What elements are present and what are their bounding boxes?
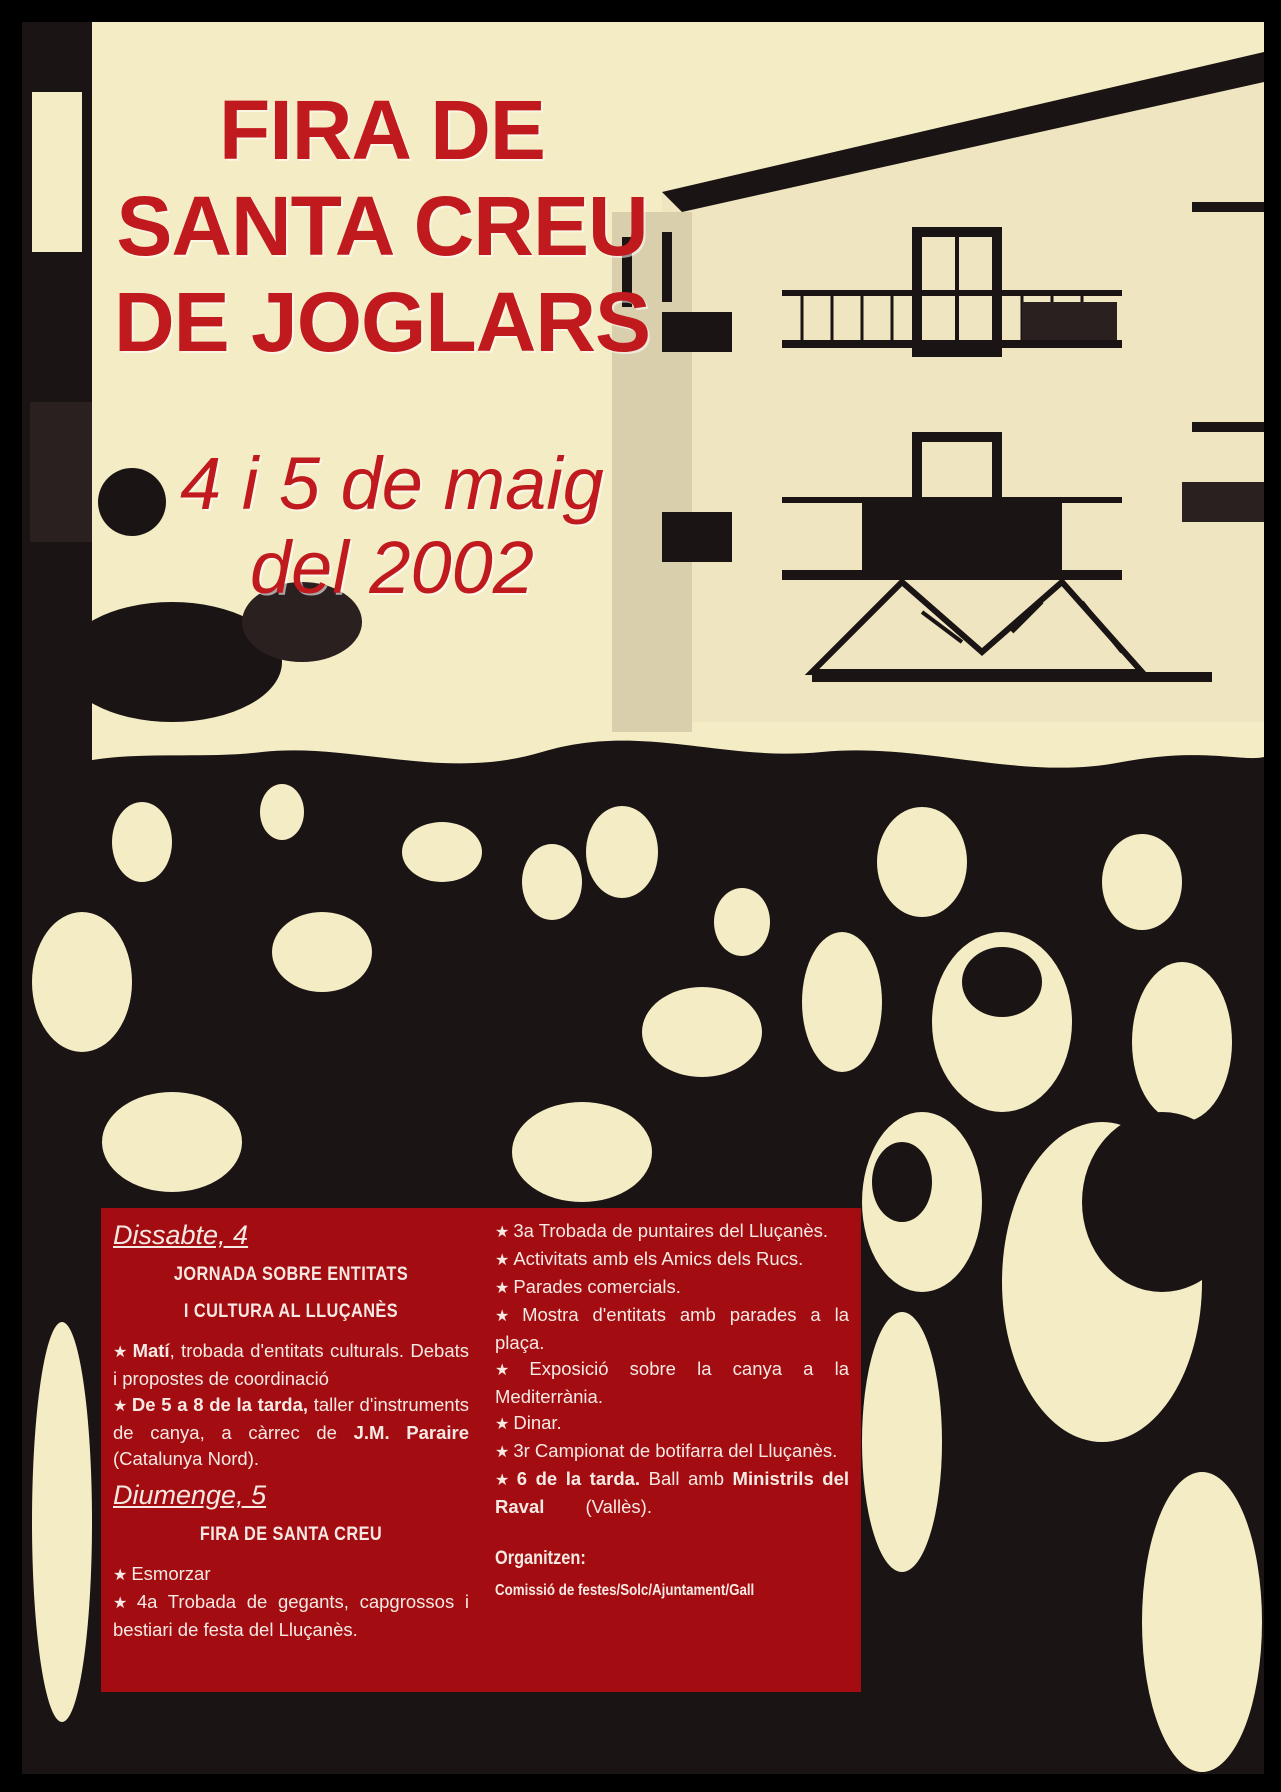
- program-item: [495, 1356, 849, 1410]
- item-text: 3r Campionat de botifarra del Lluçanès.: [513, 1440, 838, 1461]
- organizers-label: Organitzen:: [495, 1548, 586, 1569]
- program-right-column: [495, 1218, 849, 1684]
- saturday-heading: Dissabte, 4: [113, 1220, 249, 1250]
- star-icon: ★: [495, 1252, 510, 1269]
- item-time: De 5 a 8 de la tarda,: [131, 1394, 309, 1415]
- star-icon: ★: [113, 1398, 128, 1415]
- date-line: del 2002: [250, 526, 534, 609]
- item-text: taller d'instruments de canya, a càrrec de: [113, 1394, 469, 1443]
- item-text: Parades comercials.: [513, 1276, 681, 1297]
- item-text: Ball amb: [640, 1468, 733, 1489]
- title-line: FIRA DE: [219, 83, 545, 177]
- item-text: Exposició sobre la canya a la Mediterrània.: [495, 1358, 850, 1407]
- saturday-subtitle-line: JORNADA SOBRE ENTITATS: [173, 1264, 409, 1285]
- sunday-subtitle: FIRA DE SANTA CREU: [199, 1524, 383, 1545]
- star-icon: ★: [495, 1362, 526, 1379]
- star-icon: ★: [495, 1224, 510, 1241]
- program-item: [495, 1274, 849, 1302]
- item-time: 6 de la tarda.: [516, 1468, 641, 1489]
- item-time: Matí: [132, 1340, 170, 1361]
- date-line: 4 i 5 de maig: [180, 442, 604, 525]
- star-icon: ★: [113, 1344, 129, 1361]
- item-text: Mostra d'entitats amb parades a la plaça.: [495, 1304, 849, 1353]
- program-item: [113, 1338, 469, 1392]
- star-icon: ★: [495, 1280, 510, 1297]
- item-guest: Ministrils del Raval: [495, 1468, 850, 1517]
- title-line: DE JOGLARS: [113, 275, 651, 369]
- program-item: [495, 1302, 849, 1356]
- item-text: (Catalunya Nord).: [113, 1448, 260, 1469]
- program-left-column: [113, 1218, 469, 1684]
- program-item: [495, 1218, 849, 1246]
- item-text: Activitats amb els Amics dels Rucs.: [513, 1248, 804, 1269]
- organizers-list: Comissió de festes/Solc/Ajuntament/Gall: [495, 1582, 755, 1599]
- star-icon: ★: [113, 1595, 133, 1612]
- star-icon: ★: [495, 1308, 519, 1325]
- star-icon: ★: [113, 1567, 128, 1584]
- program-item: [495, 1410, 849, 1438]
- item-text: (Vallès).: [544, 1496, 652, 1517]
- program-item: [113, 1392, 469, 1472]
- star-icon: ★: [495, 1472, 513, 1489]
- program-item: [113, 1589, 469, 1643]
- program-item: [495, 1466, 849, 1520]
- star-icon: ★: [495, 1416, 510, 1433]
- poster-title: [72, 82, 692, 370]
- saturday-subtitle-line: I CULTURA AL LLUÇANÈS: [183, 1301, 399, 1322]
- item-text: Dinar.: [513, 1412, 562, 1433]
- item-text: , trobada d'entitats culturals. Debats i propostes de coordinació: [113, 1340, 469, 1389]
- program-item: [495, 1438, 849, 1466]
- item-guest: J.M. Paraire: [353, 1422, 469, 1443]
- item-text: 3a Trobada de puntaires del Lluçanès.: [513, 1220, 829, 1241]
- item-text: 4a Trobada de gegants, capgrossos i bestiari de festa del Lluçanès.: [113, 1591, 470, 1640]
- title-line: SANTA CREU: [116, 179, 648, 273]
- sunday-heading: Diumenge, 5: [113, 1480, 267, 1510]
- program-item: [495, 1246, 849, 1274]
- event-date: [112, 442, 672, 610]
- program-box: [101, 1208, 861, 1692]
- star-icon: ★: [495, 1444, 510, 1461]
- poster-page: [22, 22, 1264, 1774]
- program-item: [113, 1561, 469, 1589]
- item-text: Esmorzar: [131, 1563, 211, 1584]
